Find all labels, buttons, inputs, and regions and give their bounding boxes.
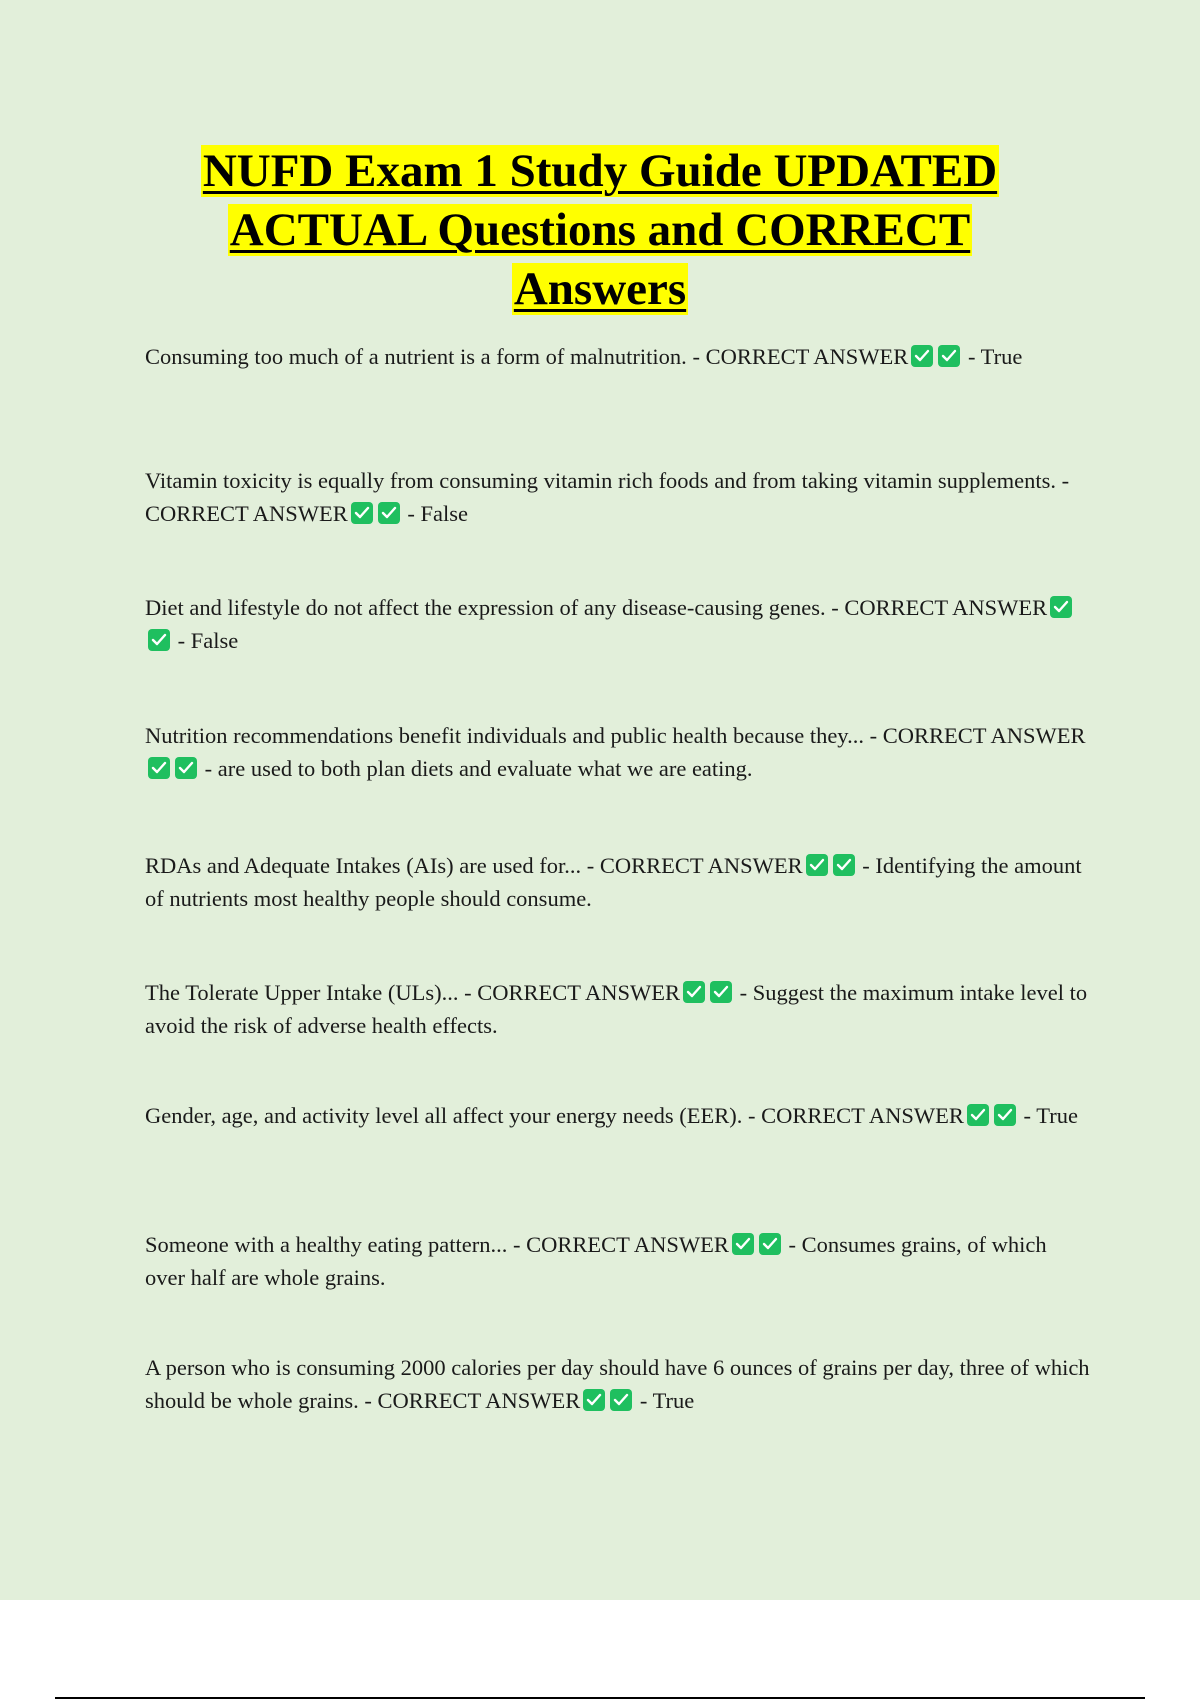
page-title <box>0 142 1200 319</box>
answer-label: CORRECT ANSWER <box>844 595 1048 620</box>
answer-text: are used to both plan diets and evaluate what we are eating. <box>217 756 753 781</box>
question-text: Diet and lifestyle do not affect the expression of any disease-causing genes. <box>145 595 826 620</box>
qa-item <box>145 1228 1090 1294</box>
check-mark-icon <box>759 1233 781 1255</box>
answer-label: CORRECT ANSWER <box>761 1103 964 1128</box>
check-mark-icon <box>911 345 933 367</box>
check-mark-icon <box>967 1104 989 1126</box>
check-mark-icon <box>1050 596 1072 618</box>
answer-label: CORRECT ANSWER <box>882 723 1086 748</box>
question-text: Consuming too much of a nutrient is a form of malnutrition. <box>145 344 687 369</box>
answer-text: Suggest the maximum intake level to avoid the risk of adverse health effects. <box>145 980 1088 1038</box>
answer-text: True <box>980 344 1023 369</box>
separator: - <box>748 1103 756 1128</box>
qa-item <box>145 719 1090 785</box>
answer-label: CORRECT ANSWER <box>145 501 348 526</box>
question-text: Nutrition recommendations benefit individuals and public health because they... <box>145 723 864 748</box>
question-text: A person who is consuming 2000 calories per day should have 6 ounces of grains per day, three of which should be whole grains. <box>145 1355 1090 1413</box>
check-mark-icon <box>583 1389 605 1411</box>
check-mark-icon <box>351 502 373 524</box>
answer-label: CORRECT ANSWER <box>599 853 803 878</box>
check-mark-icon <box>148 629 170 651</box>
answer-label: CORRECT ANSWER <box>377 1388 581 1413</box>
qa-item <box>145 464 1090 530</box>
qa-item <box>145 1099 1090 1132</box>
answer-text: Identifying the amount of nutrients most healthy people should consume. <box>145 853 1082 911</box>
answer-label: CORRECT ANSWER <box>526 1232 729 1257</box>
separator: - <box>967 344 976 369</box>
separator: - <box>464 980 472 1005</box>
qa-item <box>145 849 1090 915</box>
check-mark-icon <box>732 1233 754 1255</box>
separator: - <box>177 628 186 653</box>
check-mark-icon <box>610 1389 632 1411</box>
question-text: Vitamin toxicity is equally from consuming vitamin rich foods and from taking vitamin supplements. <box>145 468 1057 493</box>
check-mark-icon <box>683 981 705 1003</box>
separator: - <box>788 1232 797 1257</box>
title-line-2: ACTUAL Questions and CORRECT <box>229 204 971 256</box>
separator: - <box>831 595 839 620</box>
check-mark-icon <box>833 854 855 876</box>
separator: - <box>692 344 700 369</box>
footer-divider <box>55 1697 1145 1699</box>
answer-label: CORRECT ANSWER <box>477 980 681 1005</box>
answer-label: CORRECT ANSWER <box>705 344 909 369</box>
check-mark-icon <box>148 757 170 779</box>
question-text: Gender, age, and activity level all affect your energy needs (EER). <box>145 1103 743 1128</box>
separator: - <box>513 1232 521 1257</box>
check-mark-icon <box>806 854 828 876</box>
separator: - <box>586 853 595 878</box>
qa-item <box>145 1351 1090 1417</box>
check-mark-icon <box>938 345 960 367</box>
answer-text: True <box>1036 1103 1078 1128</box>
answer-text: True <box>652 1388 695 1413</box>
qa-item <box>145 591 1090 657</box>
check-mark-icon <box>175 757 197 779</box>
question-text: Someone with a healthy eating pattern... <box>145 1232 508 1257</box>
separator: - <box>739 980 748 1005</box>
answer-text: Consumes grains, of which over half are whole grains. <box>145 1232 1047 1290</box>
separator: - <box>862 853 870 878</box>
question-text: RDAs and Adequate Intakes (AIs) are used for... <box>145 853 582 878</box>
qa-item <box>145 340 1090 373</box>
separator: - <box>204 756 213 781</box>
title-line-1: NUFD Exam 1 Study Guide UPDATED <box>202 145 998 197</box>
question-text: The Tolerate Upper Intake (ULs)... <box>145 980 459 1005</box>
qa-item <box>145 976 1090 1042</box>
separator: - <box>869 723 878 748</box>
title-line-3: Answers <box>513 263 687 315</box>
separator: - <box>639 1388 648 1413</box>
separator: - <box>1061 468 1070 493</box>
separator: - <box>407 501 415 526</box>
separator: - <box>364 1388 372 1413</box>
check-mark-icon <box>378 502 400 524</box>
separator: - <box>1023 1103 1032 1128</box>
answer-text: False <box>190 628 239 653</box>
answer-text: False <box>420 501 468 526</box>
check-mark-icon <box>994 1104 1016 1126</box>
check-mark-icon <box>710 981 732 1003</box>
